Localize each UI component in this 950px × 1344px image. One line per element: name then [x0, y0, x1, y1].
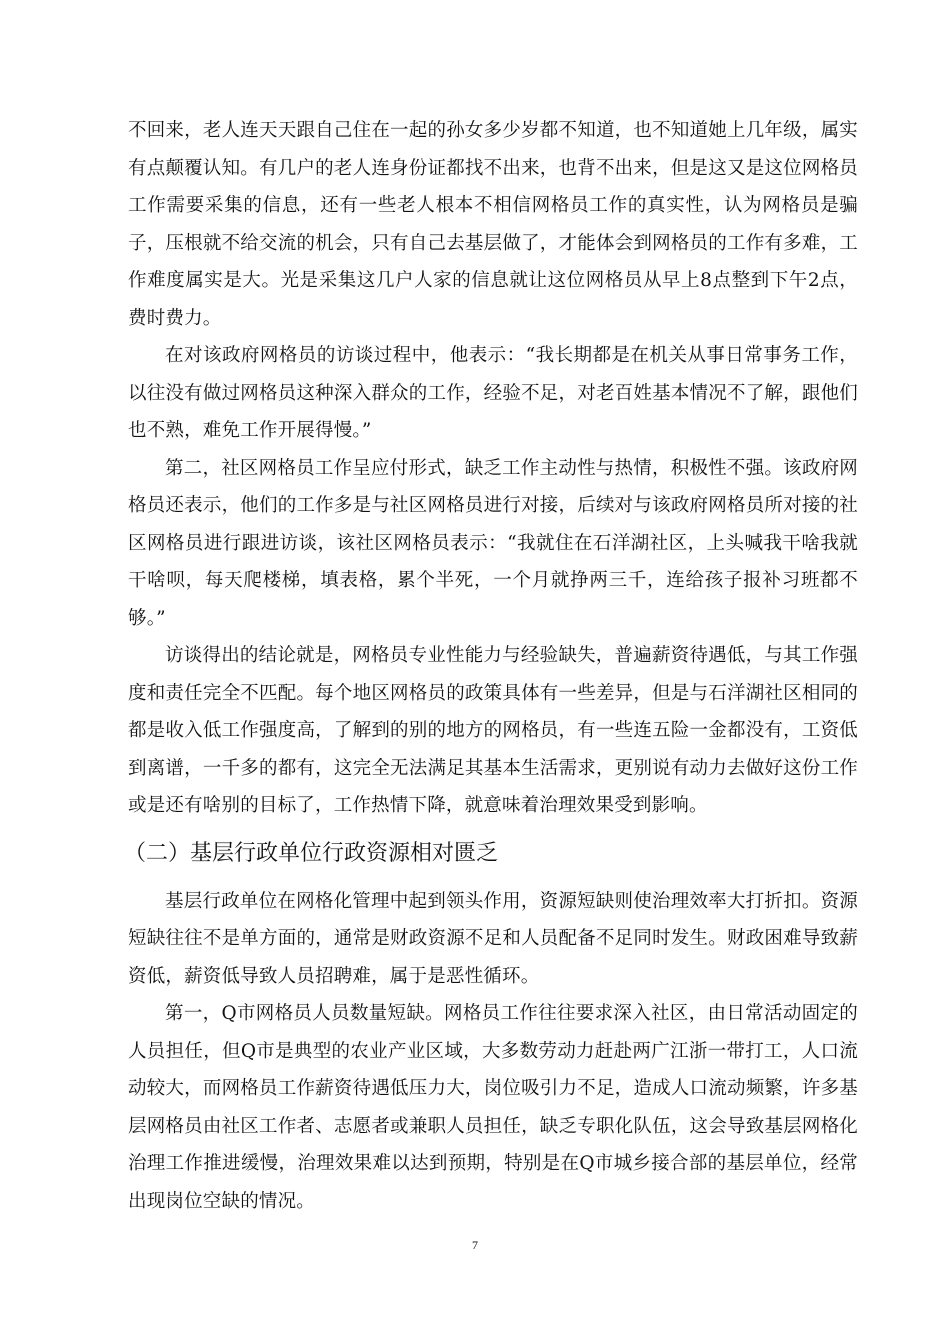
page-number: 7: [472, 1238, 478, 1252]
body-paragraph: 在对该政府网格员的访谈过程中，他表示：“我长期都是在机关从事日常事务工作，以往没有做过网格员这种深入群众的工作，经验不足，对老百姓基本情况不了解，跟他们也不熟，难免工作开展得慢。”: [128, 345, 858, 441]
body-paragraph: 不回来，老人连天天跟自己住在一起的孙女多少岁都不知道，也不知道她上几年级，属实有点颠覆认知。有几户的老人连身份证都找不出来，也背不出来，但是这又是这位网格员工作需要采集的信息，还有一些老人根本不相信网格员工作的真实性，认为网格员是骗子，压根就不给交流的机会，只有自己去基层做了，才能体会到网格员的工作有多难，工作难度属实是大。光是采集这几户人家的信息就让这位网格员从早上8点整到下午2点，费时费力。: [128, 120, 858, 329]
section-heading: （二）基层行政单位行政资源相对匮乏: [124, 840, 499, 866]
body-paragraph: 第一，Q市网格员人员数量短缺。网格员工作往往要求深入社区，由日常活动固定的人员担任，但Q市是典型的农业产业区域，大多数劳动力赶赴两广江浙一带打工，人口流动较大，而网格员工作薪资待遇低压力大，岗位吸引力不足，造成人口流动频繁，许多基层网格员由社区工作者、志愿者或兼职人员担任，缺乏专职化队伍，这会导致基层网格化治理工作推进缓慢，治理效果难以达到预期，特别是在Q市城乡接合部的基层单位，经常出现岗位空缺的情况。: [128, 1003, 858, 1212]
body-paragraph: 第二，社区网格员工作呈应付形式，缺乏工作主动性与热情，积极性不强。该政府网格员还表示，他们的工作多是与社区网格员进行对接，后续对与该政府网格员所对接的社区网格员进行跟进访谈，该社区网格员表示：“我就住在石洋湖社区，上头喊我干啥我就干啥呗，每天爬楼梯，填表格，累个半死，一个月就挣两三千，连给孩子报补习班都不够。”: [128, 457, 858, 629]
body-paragraph: 访谈得出的结论就是，网格员专业性能力与经验缺失，普遍薪资待遇低，与其工作强度和责任完全不匹配。每个地区网格员的政策具体有一些差异，但是与石洋湖社区相同的都是收入低工作强度高，了解到的别的地方的网格员，有一些连五险一金都没有，工资低到离谱，一千多的都有，这完全无法满足其基本生活需求，更别说有动力去做好这份工作或是还有啥别的目标了，工作热情下降，就意味着治理效果受到影响。: [128, 645, 858, 816]
document-body: [124, 112, 858, 1220]
body-paragraph: 基层行政单位在网格化管理中起到领头作用，资源短缺则使治理效率大打折扣。资源短缺往往不是单方面的，通常是财政资源不足和人员配备不足同时发生。财政困难导致薪资低，薪资低导致人员招聘难，属于是恶性循环。: [128, 890, 858, 987]
